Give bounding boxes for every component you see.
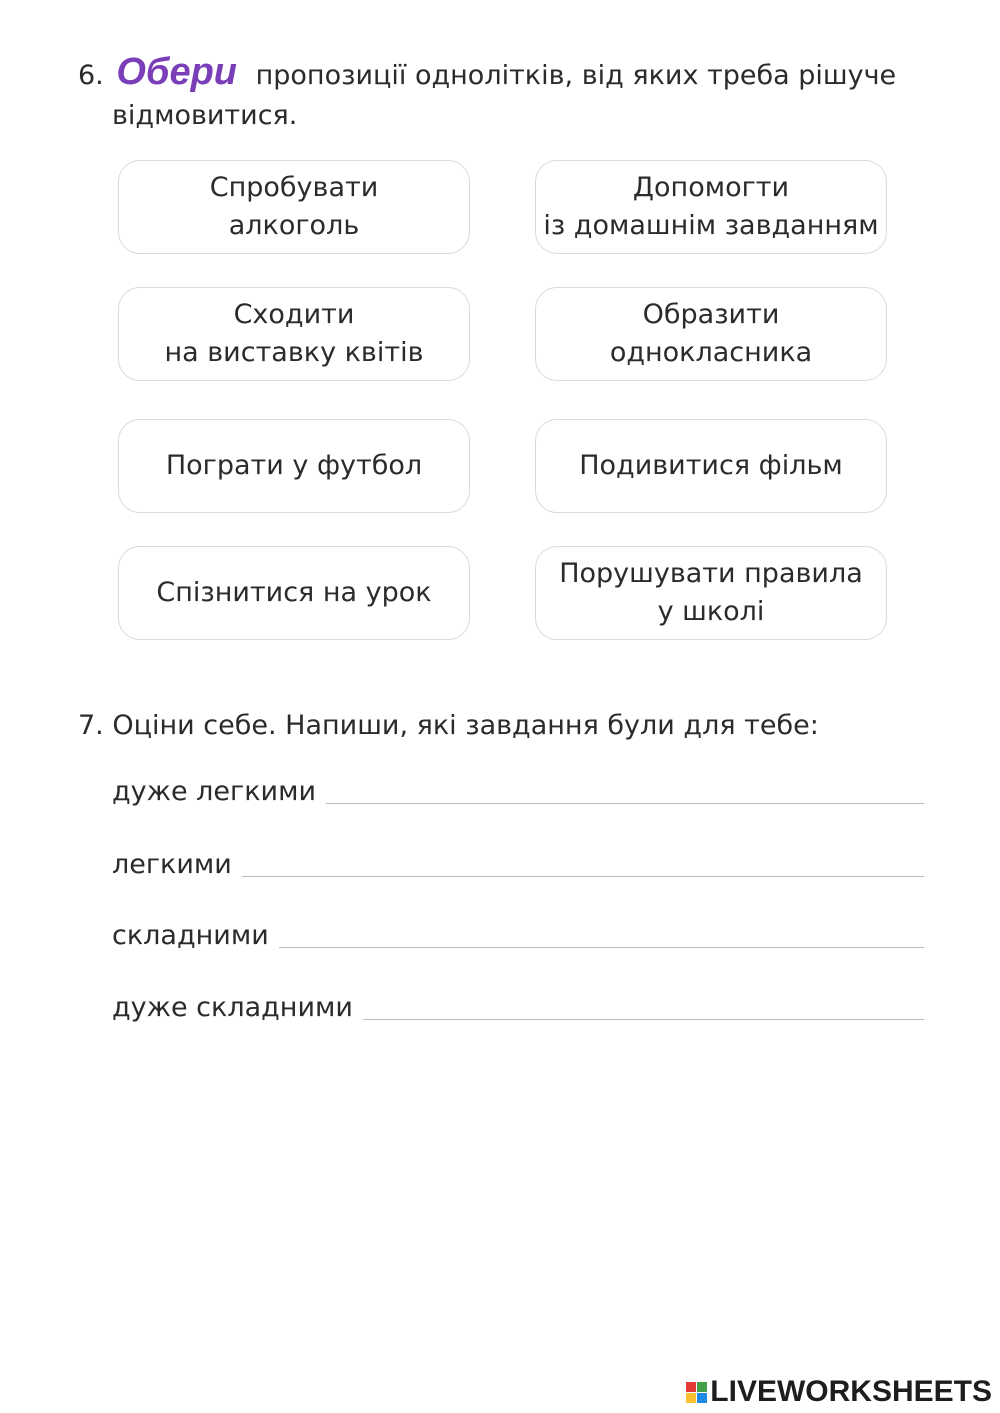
question-6 (78, 52, 938, 136)
question-6-text-continued: відмовитися. (112, 100, 298, 131)
answer-row-hard (112, 916, 924, 956)
logo-square (697, 1393, 707, 1403)
logo-square (686, 1382, 696, 1392)
answer-label: складними (112, 920, 269, 951)
answer-label: легкими (112, 849, 232, 880)
option-insult-classmate[interactable]: Образити однокласника (535, 287, 887, 381)
liveworksheets-wordmark: LIVEWORKSHEETS (710, 1375, 992, 1408)
answer-row-very-easy (112, 772, 924, 812)
answer-row-very-hard (112, 988, 924, 1028)
answer-input-hard[interactable] (279, 919, 924, 948)
answer-input-very-easy[interactable] (326, 775, 924, 804)
question-6-line-1 (78, 52, 938, 96)
option-be-late[interactable]: Спізнитися на урок (118, 546, 470, 640)
answer-row-easy (112, 845, 924, 885)
logo-square (686, 1393, 696, 1403)
answer-input-easy[interactable] (242, 848, 924, 877)
option-flower-exhibition[interactable]: Сходити на виставку квітів (118, 287, 470, 381)
question-7-prompt: 7. Оціни себе. Напиши, які завдання були для тебе: (78, 710, 819, 741)
question-number: 6. (78, 60, 104, 91)
answer-input-very-hard[interactable] (363, 991, 924, 1020)
answer-label: дуже складними (112, 992, 353, 1023)
option-watch-movie[interactable]: Подивитися фільм (535, 419, 887, 513)
liveworksheets-logo-icon (686, 1382, 707, 1403)
question-6-text: пропозиції однолітків, від яких треба рішуче (255, 60, 897, 91)
option-try-alcohol[interactable]: Спробувати алкоголь (118, 160, 470, 254)
option-play-football[interactable]: Пограти у футбол (118, 419, 470, 513)
option-help-homework[interactable]: Допомогти із домашнім завданням (535, 160, 887, 254)
liveworksheets-logo[interactable] (686, 1375, 992, 1409)
option-break-rules[interactable]: Порушувати правила у школі (535, 546, 887, 640)
instruction-verb: Обери (116, 51, 238, 93)
logo-square (697, 1382, 707, 1392)
answer-label: дуже легкими (112, 776, 316, 807)
